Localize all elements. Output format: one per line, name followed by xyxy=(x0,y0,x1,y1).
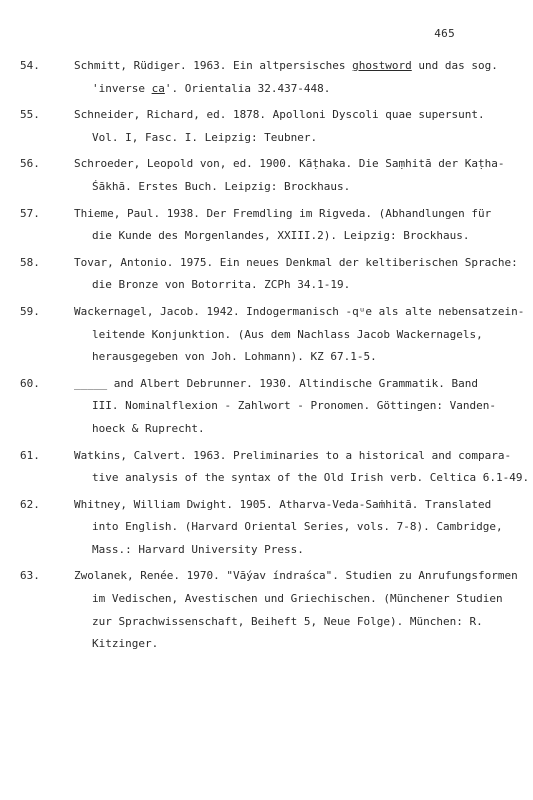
reference-entry xyxy=(20,55,513,100)
reference-line xyxy=(74,324,513,347)
reference-segment: Śākhā. Erstes Buch. Leipzig: Brockhaus. xyxy=(92,179,351,193)
reference-line xyxy=(74,203,513,226)
reference-segment: _____ and Albert Debrunner. 1930. Altindische Grammatik. Band xyxy=(74,376,478,390)
reference-text xyxy=(74,203,513,248)
reference-line xyxy=(74,153,513,176)
reference-number: 57. xyxy=(20,206,40,220)
reference-line xyxy=(74,565,518,588)
page-number: 465 xyxy=(434,27,455,40)
reference-segment: Schmitt, Rüdiger. 1963. Ein altpersisches xyxy=(74,59,353,72)
reference-text xyxy=(74,55,513,100)
reference-segment: Thieme, Paul. 1938. Der Fremdling im Rigveda. (Abhandlungen für xyxy=(74,206,492,220)
reference-line xyxy=(74,445,513,468)
reference-line xyxy=(74,633,513,656)
reference-list xyxy=(0,55,533,656)
reference-line xyxy=(74,127,513,150)
reference-entry xyxy=(20,153,513,198)
reference-line xyxy=(74,539,513,562)
reference-segment: die Kunde des Morgenlandes, XXIII.2). Leipzig: Brockhaus. xyxy=(92,229,470,243)
reference-text xyxy=(74,494,513,562)
reference-text xyxy=(74,445,530,490)
reference-segment: und das sog. xyxy=(411,59,498,72)
reference-entry xyxy=(20,445,530,490)
reference-number: 55. xyxy=(20,108,40,122)
reference-segment: ca xyxy=(151,81,165,95)
reference-segment: die Bronze von Botorrita. ZCPh 34.1-19. xyxy=(92,278,351,292)
reference-number: 59. xyxy=(20,304,40,318)
reference-line xyxy=(74,274,513,297)
reference-line xyxy=(74,611,513,634)
reference-segment: herausgegeben von Joh. Lohmann). KZ 67.1-5. xyxy=(92,350,377,364)
reference-segment: Schneider, Richard, ed. 1878. Apolloni Dyscoli quae supersunt. xyxy=(74,108,485,122)
reference-entry xyxy=(20,373,513,441)
reference-line xyxy=(74,78,513,101)
reference-entry xyxy=(20,203,513,248)
reference-line xyxy=(74,346,513,369)
reference-number: 60. xyxy=(20,376,40,390)
reference-entry xyxy=(20,494,513,562)
reference-segment: Zwolanek, Renée. 1970. "Vā́yav índraśca". Studien zu Anrufungsformen xyxy=(74,569,518,583)
reference-segment: Watkins, Calvert. 1963. Preliminaries to a historical and compara- xyxy=(74,448,512,462)
reference-segment: leitende Konjunktion. (Aus dem Nachlass Jacob Wackernagels, xyxy=(92,327,483,341)
reference-line xyxy=(74,516,513,539)
reference-text xyxy=(74,104,513,149)
reference-entry xyxy=(20,301,525,369)
reference-line xyxy=(74,225,513,248)
reference-number: 58. xyxy=(20,255,40,269)
reference-number: 54. xyxy=(20,59,40,72)
reference-line xyxy=(74,301,525,324)
reference-line xyxy=(74,373,513,396)
reference-entry xyxy=(20,252,518,297)
reference-line xyxy=(74,418,513,441)
reference-text xyxy=(74,301,525,369)
reference-text xyxy=(74,373,513,441)
reference-segment: III. Nominalflexion - Zahlwort - Pronomen. Göttingen: Vanden- xyxy=(92,399,496,413)
reference-segment: Vol. I, Fasc. I. Leipzig: Teubner. xyxy=(92,130,318,144)
reference-segment: Wackernagel, Jacob. 1942. Indogermanisch -qᵘe als alte nebensatzein- xyxy=(74,304,525,318)
reference-segment: zur Sprachwissenschaft, Beiheft 5, Neue Folge). München: R. xyxy=(92,614,483,628)
reference-segment: tive analysis of the syntax of the Old Irish verb. Celtica 6.1-49. xyxy=(92,471,530,485)
reference-segment: Tovar, Antonio. 1975. Ein neues Denkmal der keltiberischen Sprache: xyxy=(74,255,518,269)
reference-line xyxy=(74,55,513,78)
reference-line xyxy=(74,588,513,611)
reference-number: 62. xyxy=(20,497,40,511)
reference-segment: '. Orientalia 32.437-448. xyxy=(164,81,331,95)
reference-segment: hoeck & Ruprecht. xyxy=(92,421,205,435)
reference-line xyxy=(74,176,513,199)
reference-number: 61. xyxy=(20,448,40,462)
reference-segment: into English. (Harvard Oriental Series, vols. 7-8). Cambridge, xyxy=(92,520,503,534)
reference-line xyxy=(74,252,518,275)
reference-text xyxy=(74,252,518,297)
reference-line xyxy=(74,494,513,517)
reference-segment: Whitney, William Dwight. 1905. Atharva-Veda-Saṁhitā. Translated xyxy=(74,497,492,511)
reference-line xyxy=(74,467,530,490)
reference-segment: ghostword xyxy=(352,59,412,72)
reference-text xyxy=(74,565,518,655)
reference-segment: im Vedischen, Avestischen und Griechischen. (Münchener Studien xyxy=(92,592,503,606)
reference-entry xyxy=(20,104,513,149)
reference-segment: 'inverse xyxy=(92,81,152,95)
reference-segment: Kitzinger. xyxy=(92,637,159,651)
reference-segment: Mass.: Harvard University Press. xyxy=(92,542,304,556)
reference-line xyxy=(74,395,513,418)
reference-line xyxy=(74,104,513,127)
reference-number: 63. xyxy=(20,569,40,583)
reference-entry xyxy=(20,565,518,655)
reference-number: 56. xyxy=(20,157,40,171)
reference-segment: Schroeder, Leopold von, ed. 1900. Kāṭhaka. Die Saṃhitā der Kaṭha- xyxy=(74,157,505,171)
reference-text xyxy=(74,153,513,198)
